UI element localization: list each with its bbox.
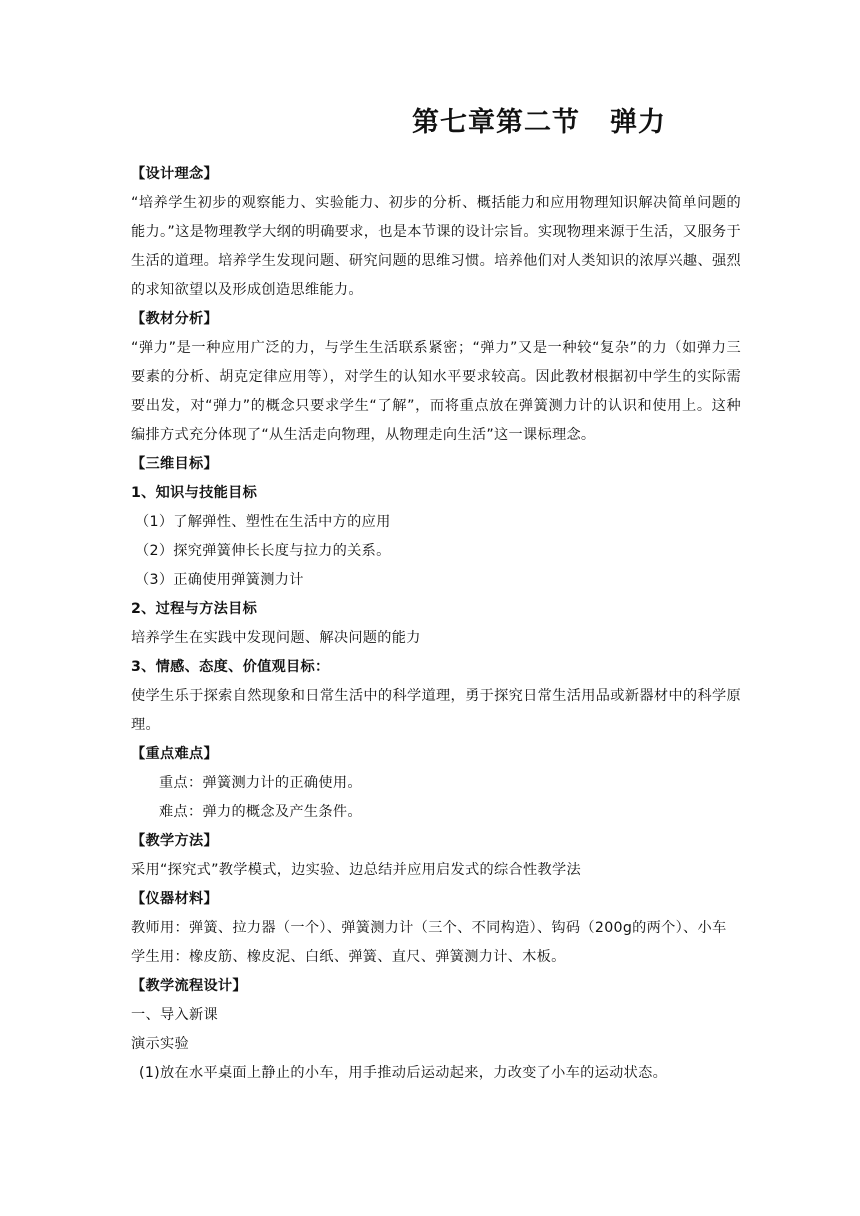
method-text: 采用“探究式”教学模式，边实验、边总结并应用启发式的综合性教学法 [131,862,581,878]
design-concept-paragraph: “培养学生初步的观察能力、实验能力、初步的分析、概括能力和应用物理知识解决简单问题的能力。”这是物理教学大纲的明确要求，也是本节课的设计宗旨。实现物理来源于生活，又服务于生活的道理。培养学生发现问题、研究问题的思维习惯。培养他们对人类知识的浓厚兴趣、强烈的求知欲望以及形成创造思维能力。 [131,195,741,298]
difficult-point-text: 难点：弹力的概念及产生条件。 [159,804,362,820]
section-heading-key-points: 【重点难点】 [131,746,218,762]
section-heading-materials: 【仪器材料】 [131,891,218,907]
student-materials-text: 学生用：橡皮筋、橡皮泥、白纸、弹簧、直尺、弹簧测力计、木板。 [131,949,566,965]
process-step-1: 一、导入新课 [131,1007,218,1023]
section-heading-method: 【教学方法】 [131,833,218,849]
section-heading-design-concept: 【设计理念】 [131,166,218,182]
emotion-values-heading: 3、情感、态度、价值观目标： [131,659,330,675]
knowledge-item-2: （2）探究弹簧伸长长度与拉力的关系。 [135,543,391,559]
document-body [131,160,741,1088]
demo-experiment-label: 演示实验 [131,1036,189,1052]
emotion-values-text: 使学生乐于探索自然现象和日常生活中的科学道理，勇于探究日常生活用品或新器材中的科学原理。 [131,688,741,733]
section-heading-textbook-analysis: 【教材分析】 [131,311,218,327]
knowledge-item-3: （3）正确使用弹簧测力计 [135,572,304,588]
process-method-heading: 2、过程与方法目标 [131,601,258,617]
section-heading-objectives: 【三维目标】 [131,456,218,472]
process-method-text: 培养学生在实践中发现问题、解决问题的能力 [131,630,421,646]
knowledge-skills-heading: 1、知识与技能目标 [131,485,258,501]
textbook-analysis-paragraph: “弹力”是一种应用广泛的力，与学生生活联系紧密；“弹力”又是一种较“复杂”的力（如弹力三要素的分析、胡克定律应用等），对学生的认知水平要求较高。因此教材根据初中学生的实际需要出发，对“弹力”的概念只要求学生“了解”，而将重点放在弹簧测力计的认识和使用上。这种编排方式充分体现了“从生活走向物理，从物理走向生活”这一课标理念。 [131,340,741,443]
teacher-materials-text: 教师用：弹簧、拉力器（一个）、弹簧测力计（三个、不同构造）、钩码（200g的两个）、小车 [131,920,727,936]
demo-item-1: (1)放在水平桌面上静止的小车，用手推动后运动起来，力改变了小车的运动状态。 [139,1065,668,1081]
title-chapter: 第七章第二节 [412,107,580,138]
section-heading-process: 【教学流程设计】 [131,978,247,994]
title-topic: 弹力 [610,107,666,138]
knowledge-item-1: （1）了解弹性、塑性在生活中方的应用 [135,514,391,530]
page-title [412,100,666,139]
key-point-text: 重点：弹簧测力计的正确使用。 [159,775,362,791]
